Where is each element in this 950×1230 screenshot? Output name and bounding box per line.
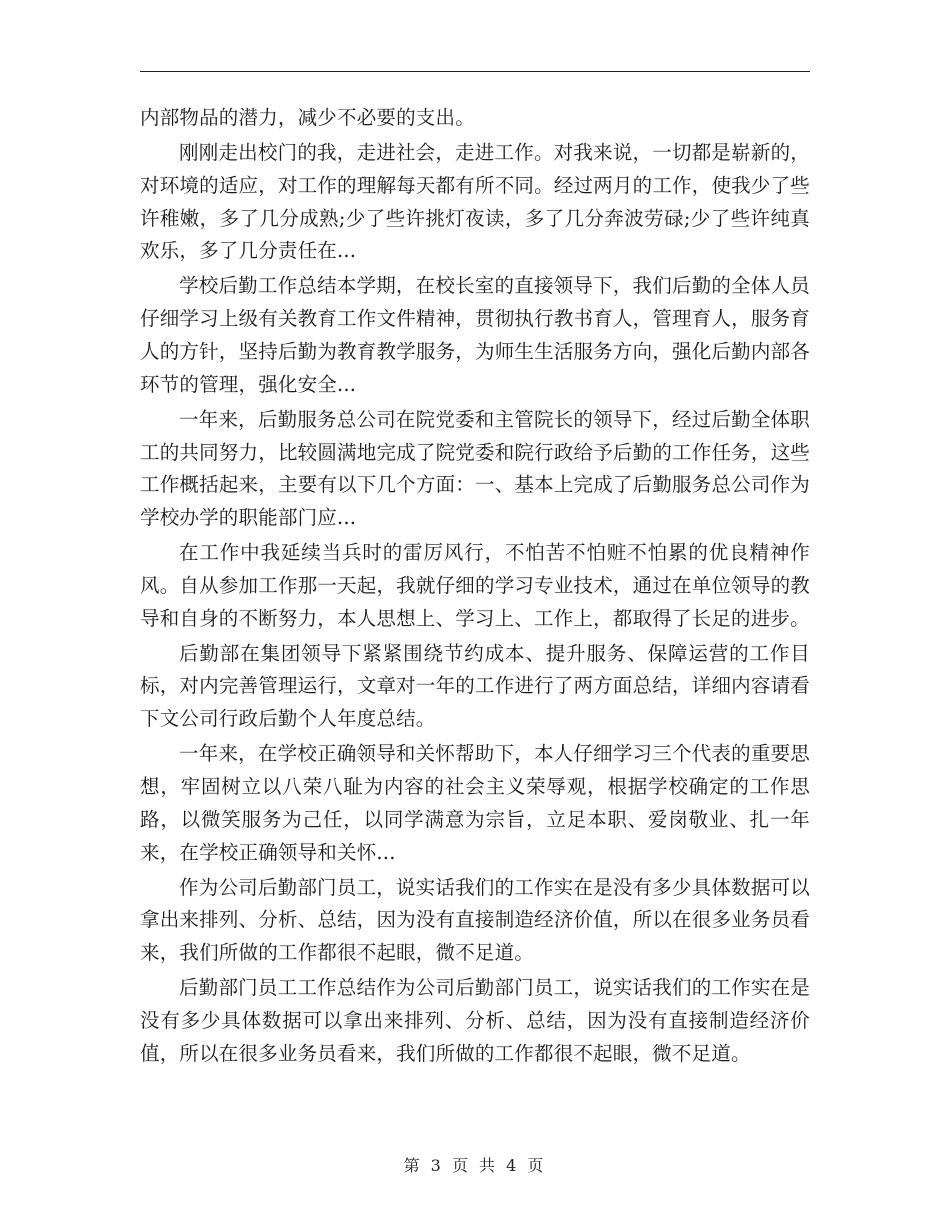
paragraph: 作为公司后勤部门员工，说实话我们的工作实在是没有多少具体数据可以拿出来排列、分析、总结，因为没有直接制造经济价值，所以在很多业务员看来，我们所做的工作都很不起眼，微不足道。 — [140, 875, 810, 965]
paragraph: 后勤部门员工工作总结作为公司后勤部门员工，说实话我们的工作实在是没有多少具体数据可以拿出来排列、分析、总结，因为没有直接制造经济价值，所以在很多业务员看来，我们所做的工作都很不起眼，微不足道。 — [140, 976, 810, 1065]
paragraph: 学校后勤工作总结本学期，在校长室的直接领导下，我们后勤的全体人员仔细学习上级有关教育工作文件精神，贯彻执行教书育人，管理育人，服务育人的方针，坚持后勤为教育教学服务，为师生生活服务方向，强化后勤内部各环节的管理，强化安全... — [140, 274, 810, 396]
page-number: 第 3 页 共 4 页 — [403, 1156, 547, 1175]
header-rule — [140, 71, 810, 72]
paragraph: 一年来，在学校正确领导和关怀帮助下，本人仔细学习三个代表的重要思想，牢固树立以八荣八耻为内容的社会主义荣辱观，根据学校确定的工作思路，以微笑服务为己任，以同学满意为宗旨，立足本职、爱岗敬业、扎一年来，在学校正确领导和关怀... — [140, 742, 810, 864]
document-body — [140, 102, 810, 1073]
paragraph: 在工作中我延续当兵时的雷厉风行，不怕苦不怕赃不怕累的优良精神作风。自从参加工作那一天起，我就仔细的学习专业技术，通过在单位领导的教导和自身的不断努力，本人思想上、学习上、工作上，都取得了长足的进步。 — [140, 541, 810, 630]
paragraph: 后勤部在集团领导下紧紧围绕节约成本、提升服务、保障运营的工作目标，对内完善管理运行，文章对一年的工作进行了两方面总结，详细内容请看下文公司行政后勤个人年度总结。 — [140, 641, 810, 731]
paragraph: 刚刚走出校门的我，走进社会，走进工作。对我来说，一切都是崭新的，对环境的适应，对工作的理解每天都有所不同。经过两月的工作，使我少了些许稚嫩，多了几分成熟;少了些许挑灯夜读，多了几分奔波劳碌;少了些许纯真欢乐，多了几分责任在... — [140, 140, 810, 263]
paragraph: 内部物品的潜力，减少不必要的支出。 — [140, 106, 475, 129]
paragraph: 一年来，后勤服务总公司在院党委和主管院长的领导下，经过后勤全体职工的共同努力，比较圆满地完成了院党委和院行政给予后勤的工作任务，这些工作概括起来，主要有以下几个方面：一、基本上完成了后勤服务总公司作为学校办学的职能部门应... — [140, 407, 810, 530]
